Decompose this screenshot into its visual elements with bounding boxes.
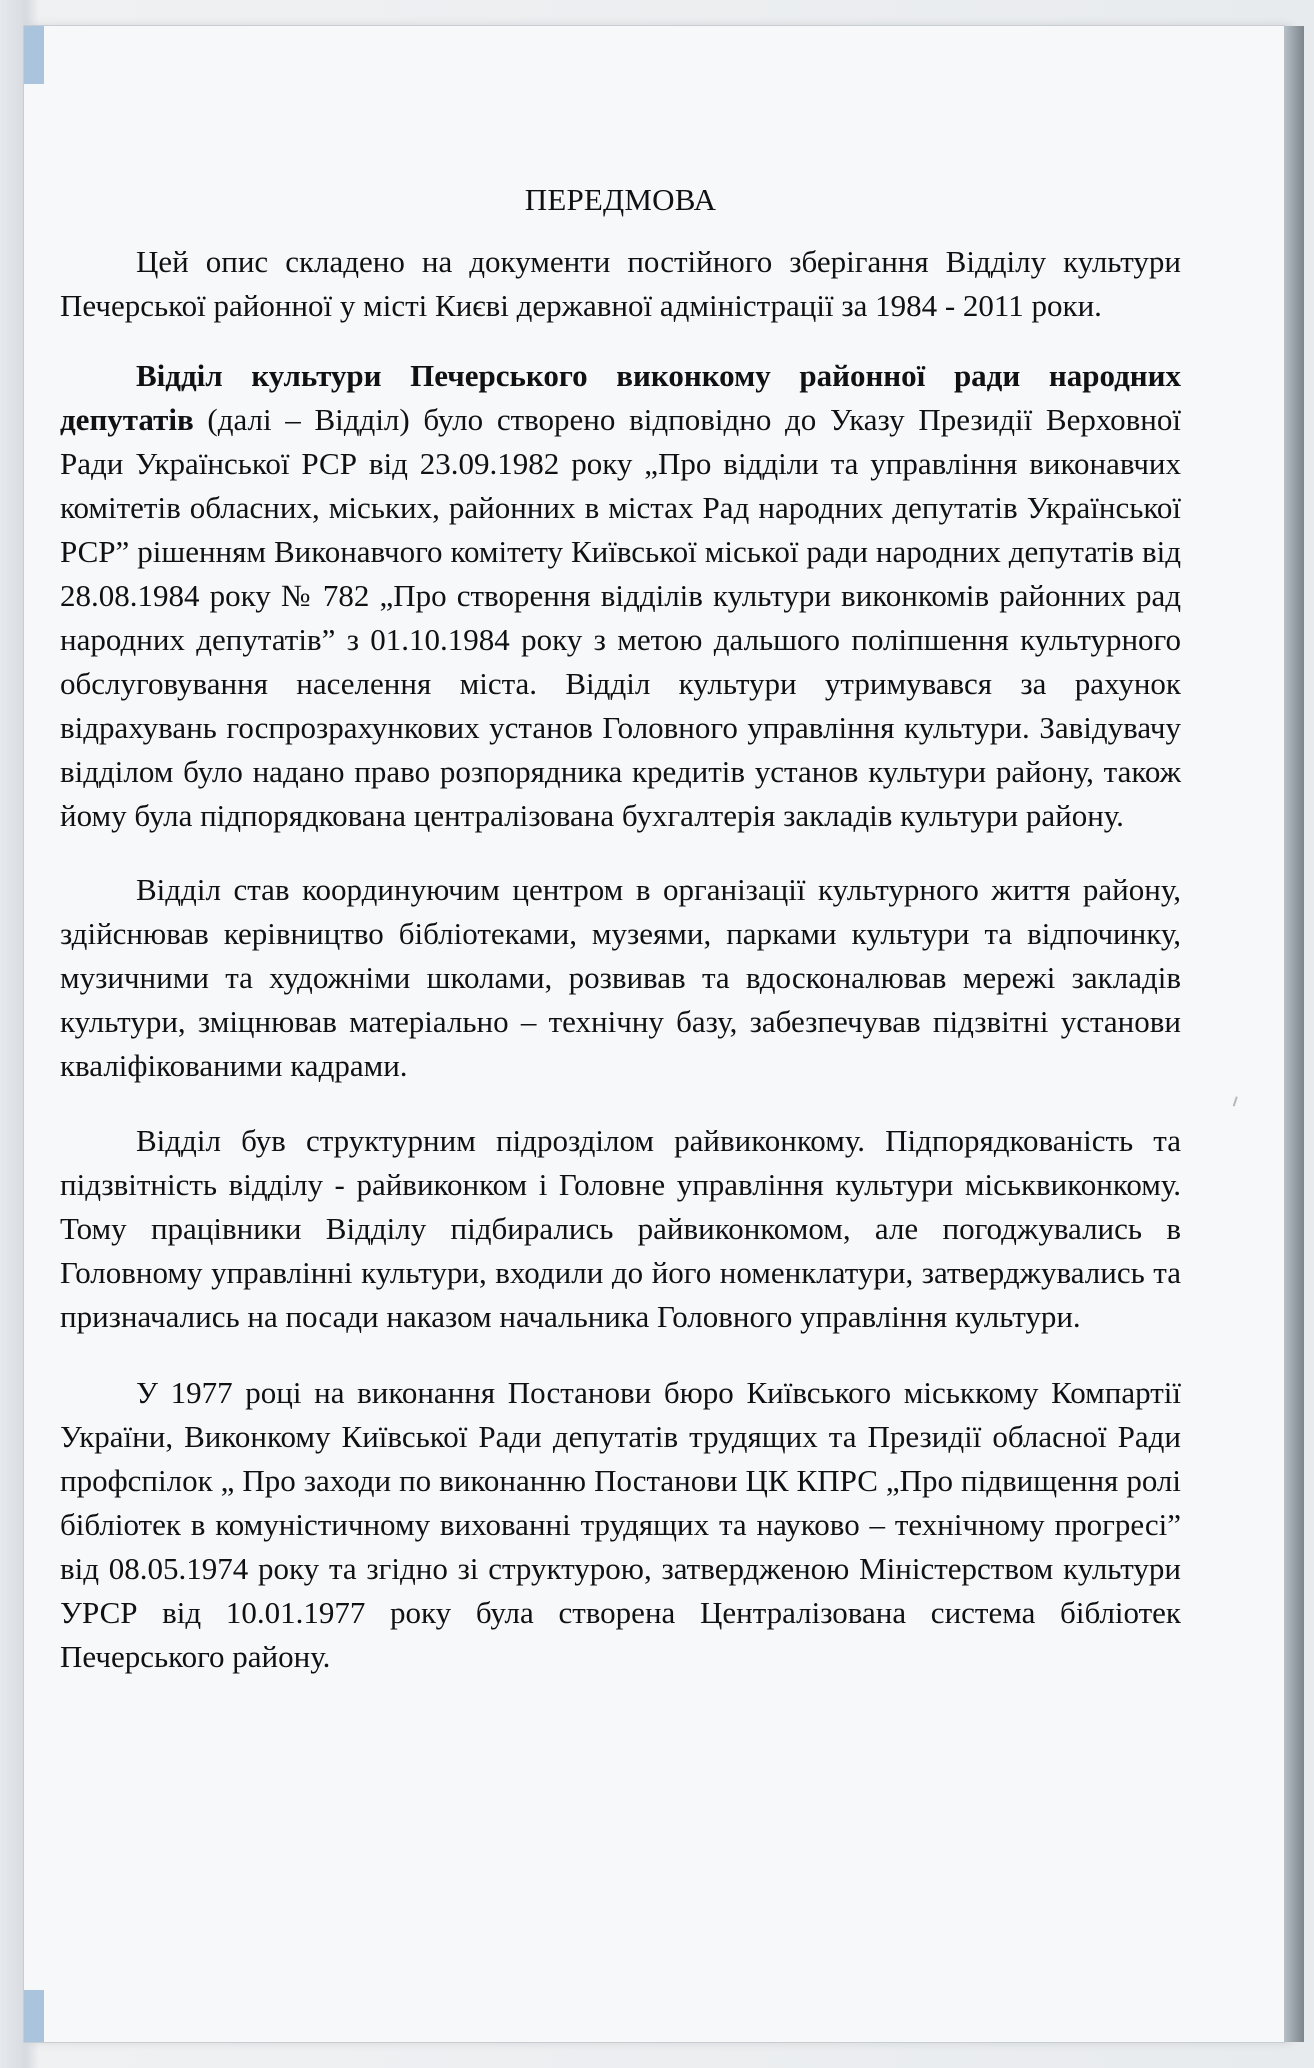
document-title: ПЕРЕДМОВА (524, 182, 717, 217)
paragraph-1-text: Цей опис складено на документи постійного зберігання Відділу культури Печерської районної у місті Києві державної адміністрації за 1984 - 2011 роки. (60, 244, 1181, 323)
paragraph-3 (60, 868, 1181, 1088)
paragraph-2-text: (далі – Відділ) було створено відповідно до Указу Президії Верховної Ради Української РСР від 23.09.1982 року „Про відділи та управління виконавчих комітетів обласних, міських, районних в містах Рад народних депутатів Української РСР” рішенням Виконавчого комітету Київської міської ради народних депутатів від 28.08.1984 року № 782 „Про створення відділів культури виконкомів районних рад народних депутатів” з 01.10.1984 року з метою дальшого поліпшення культурного обслуговування населення міста. Відділ культури утримувався за рахунок відрахувань госпрозрахункових установ Головного управління культури. Завідувачу відділом було надано право розпорядника кредитів установ культури району, також йому була підпорядкована централізована бухгалтерія закладів культури району. (60, 402, 1181, 833)
scan-mark (1233, 1096, 1248, 1109)
paragraph-4-text: Відділ був структурним підрозділом райвиконкому. Підпорядкованість та підзвітність відділу - райвиконком і Головне управління культури міськвиконкому. Тому працівники Відділу підбирались райвиконкомом, але погоджувались в Головному управлінні культури, входили до його номенклатури, затверджувались та призначались на посади наказом начальника Головного управління культури. (60, 1123, 1181, 1334)
paragraph-5 (60, 1371, 1181, 1679)
document-page (24, 26, 1284, 2042)
paragraph-2 (60, 354, 1181, 838)
document-content (60, 178, 1181, 1679)
binding-tab-top (24, 26, 44, 84)
paragraph-2-bold-text: Відділ культури Печерського виконкому районної ради народних депутатів (60, 358, 1181, 437)
binding-tab-bottom (24, 1990, 44, 2042)
paragraph-5-text: У 1977 році на виконання Постанови бюро Київського міськкому Компартії України, Виконкому Київської Ради депутатів трудящих та Президії обласної Ради профспілок „ Про заходи по виконанню Постанови ЦК КПРС „Про підвищення ролі бібліотек в комуністичному вихованні трудящих та науково – технічному прогресі” від 08.05.1974 року та згідно зі структурою, затвердженою Міністерством культури УРСР від 10.01.1977 року була створена Централізована система бібліотек Печерського району. (60, 1375, 1181, 1674)
paragraph-3-text: Відділ став координуючим центром в організації культурного життя району, здійснював керівництво бібліотеками, музеями, парками культури та відпочинку, музичними та художніми школами, розвивав та вдосконалював мережі закладів культури, зміцнював матеріально – технічну базу, забезпечував підзвітні установи кваліфікованими кадрами. (60, 872, 1181, 1083)
paragraph-1 (60, 240, 1181, 328)
paragraph-4 (60, 1119, 1181, 1339)
